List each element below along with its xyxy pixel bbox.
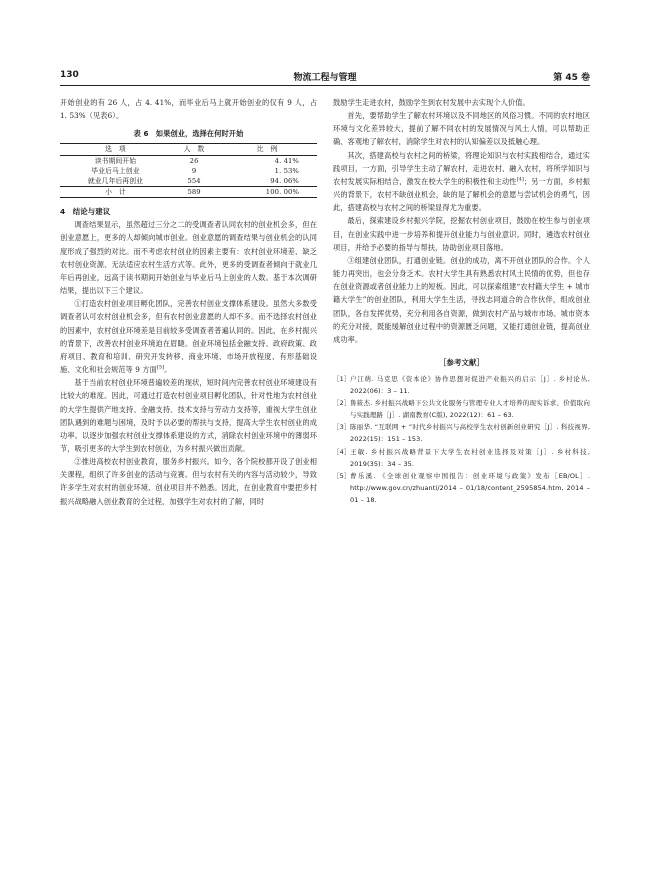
body-paragraph: 首先，要帮助学生了解农村环境以及不同地区的风俗习惯。不同的农村地区环境与文化差异较大，提前了解不同农村的发展情况与风土人情，可以帮助正确、客观地了解农村，消除学生对农村的认知偏差以及抵触心理。 bbox=[333, 111, 590, 147]
citation-marker[interactable]: [4] bbox=[516, 176, 524, 183]
running-header bbox=[60, 70, 590, 84]
reference-item bbox=[333, 421, 590, 445]
header-rule bbox=[60, 85, 590, 86]
reference-text: 王敏. 乡村振兴战略背景下大学生农村创业选择及对策［J］. 乡村科技, 2019(35)：34 – 35. bbox=[350, 447, 590, 468]
reference-number: ［4］ bbox=[333, 447, 351, 456]
table-cell: 100. 00% bbox=[217, 187, 317, 198]
page-number: 130 bbox=[60, 70, 79, 80]
reference-number: ［1］ bbox=[333, 374, 351, 383]
table-cell: 589 bbox=[171, 187, 217, 198]
table-cell: 94. 06% bbox=[270, 176, 299, 185]
reference-item bbox=[333, 470, 590, 506]
body-paragraph: 基于当前农村创业环境普遍较差的现状，短时间内完善农村创业环境建设有比较大的难度。因此，可通过打造农村创业项目孵化团队，针对性地为农村创业的大学生提供产地支持、金融支持、技术支持与劳动力支持等，重视大学生创业团队遇到的难题与困境，及时予以必要的帮扶与支持，提高大学生农村创业的成功率。以逐步加强农村创业支撑体系建设的方式，消除农村创业环境中的薄弱环节，吸引更多的大学生到农村创业，为乡村振兴做出贡献。 bbox=[60, 378, 317, 453]
right-column bbox=[333, 96, 590, 506]
reference-list bbox=[333, 373, 590, 506]
paragraph-text: 其次，搭建高校与农村之间的桥梁，将理论知识与农村实践相结合，通过实践项目，一方面，引导学生主动了解农村，走进农村、融入农村，将所学知识与农村发展实际相结合，激发在校大学生的积极性和主动性 bbox=[333, 150, 590, 186]
body-paragraph: 调查结果显示，虽然超过三分之二的受调查者认同农村的创业机会多，但在创业意愿上，更多的人却倾向城市创业。创业意愿的调查结果与创业机会的认同度形成了强烈的对比。而不考虑农村创业的因素主要有：农村创业环境差、缺乏农村创业资源、无法适应农村生活方式等。此外，更多的受调查者倾向于就业几年后再创业，远高于读书期间开始创业与毕业后马上创业的人数。基于本次调研结果，提出以下三个建议。 bbox=[60, 220, 317, 296]
table-6 bbox=[60, 143, 317, 198]
table-header-cell: 比 例 bbox=[217, 144, 317, 155]
reference-item bbox=[333, 397, 590, 421]
reference-text: 户江萌. 马克思《资本论》协作思想对促进产业振兴的启示［J］. 乡村论丛, 2022(06)：3 – 11. bbox=[350, 374, 590, 396]
references-heading: ［参考文献］ bbox=[439, 357, 484, 367]
body-paragraph: 最后，探索建设乡村振兴学院，挖掘农村创业项目，鼓励在校生参与创业项目，在创业实践中进一步培养和提升创业能力与创业意识。同时，遴选农村创业项目，并给予必要的指导与帮扶，协助创业项目落地。 bbox=[333, 216, 590, 252]
body-paragraph: ③组建创业团队，打通创业链。创业的成功，离不开创业团队的合作。个人能力再突出，也会分身乏术。农村大学生具有熟悉农村风土民情的优势，但也存在创业资源或者创业能力上的短板。因此，可以探索组建“农村籍大学生 + 城市籍大学生”的创业团队，利用大学生生活，寻找志同道合的合作伙伴，组成创业团队，各自发挥优势，充分利用各自资源，做到农村产品与城市市场、城市资本的充分对接，既能缓解创业过程中的资源匮乏问题，又能打通创业链，提高创业成功率。 bbox=[333, 255, 590, 344]
section-heading: 4 结论与建议 bbox=[60, 207, 111, 217]
table-cell: 读书期间开始 bbox=[94, 156, 137, 165]
body-paragraph bbox=[60, 297, 317, 376]
table-total-row bbox=[60, 187, 317, 198]
journal-title: 物流工程与管理 bbox=[293, 73, 357, 83]
body-paragraph bbox=[333, 149, 590, 215]
table-row bbox=[60, 155, 317, 166]
table-cell: 4. 41% bbox=[274, 156, 299, 165]
reference-item bbox=[333, 446, 590, 470]
table-header-cell: 人 数 bbox=[171, 144, 217, 155]
paragraph-text: ；另一方面，乡村振兴的背景下，农村不缺创业机会，缺的是了解机会的意愿与尝试机会的勇气，因此，搭建高校与农村之间的桥梁显得尤为重要。 bbox=[333, 176, 590, 213]
table-cell: 554 bbox=[187, 176, 201, 185]
table-header-cell: 选 项 bbox=[60, 144, 171, 155]
body-paragraph: 鼓励学生走进农村，鼓励学生到农村发展中去实现个人价值。 bbox=[333, 98, 530, 107]
table-cell: 小 计 bbox=[60, 187, 171, 198]
table-row bbox=[60, 166, 317, 176]
intro-paragraph: 开始创业的有 26 人，占 4. 41%，而毕业后马上就开始创业的仅有 9 人，占 1. 53%（见表6）。 bbox=[60, 98, 317, 121]
reference-number: ［2］ bbox=[333, 399, 351, 408]
left-column bbox=[60, 96, 317, 508]
citation-marker[interactable]: [5] bbox=[156, 364, 165, 371]
table-cell: 1. 53% bbox=[274, 166, 299, 175]
body-paragraph: ②推进高校农村创业教育，服务乡村振兴。如今，各个院校都开设了创业相关课程，组织了许多创业的活动与竞赛。但与农村有关的内容与活动较少，导致许多学生对农村的创业环境、创业项目并不熟悉。因此，在创业教育中要把乡村振兴战略融入创业教育的全过程，加强学生对农村的了解，同时 bbox=[60, 457, 317, 506]
table-cell: 就业几年后再创业 bbox=[87, 176, 144, 185]
paragraph-end: 。 bbox=[164, 365, 172, 375]
table-header-row bbox=[60, 144, 317, 155]
volume-label: 第 45 卷 bbox=[553, 73, 590, 83]
reference-text: 鲁筱杰. 乡村振兴战略下公共文化服务与管理专业人才培养的现实诉求、价值取向与实践理路［J］. 湖南教育(C版), 2022(12)：61 – 63. bbox=[350, 399, 590, 420]
paragraph-text: ①打造农村创业项目孵化团队，完善农村创业支撑体系建设。虽然大多数受调查者认可农村创业机会多，但有农村创业意愿的人却不多。而不选择农村创业的因素中，农村创业环境差是目前较多受调查者普遍认同的。因此，在乡村振兴的背景下，改善农村创业环境迫在眉睫。创业环境包括金融支持、政府政策、政府项目、教育和培训、研究开发转移、商业环境、市场开放程度、有形基础设施、文化和社会规范等 9 方面 bbox=[60, 299, 317, 375]
table-caption: 表 6 如果创业，选择在何时开始 bbox=[133, 129, 244, 139]
reference-item bbox=[333, 373, 590, 397]
table-cell: 9 bbox=[191, 166, 197, 175]
table-cell: 26 bbox=[189, 156, 199, 165]
reference-number: ［5］ bbox=[333, 471, 351, 480]
table-cell: 毕业后马上创业 bbox=[91, 166, 140, 175]
reference-number: ［3］ bbox=[333, 423, 351, 432]
table-row bbox=[60, 176, 317, 187]
reference-text: 陈丽华. “互联网 + ”时代乡村振兴与高校学生农村创新创业研究［J］. 科技视界, 2022(15)：151 – 153. bbox=[350, 423, 590, 444]
reference-text: 曹乐溪. 《全球创业观察中国报告：创业环境与政策》发布［EB/OL］. http://www.gov.cn/zhuanti/2014 – 01/18/content_2595854.htm, 2014 – 01 – 18. bbox=[350, 471, 590, 504]
